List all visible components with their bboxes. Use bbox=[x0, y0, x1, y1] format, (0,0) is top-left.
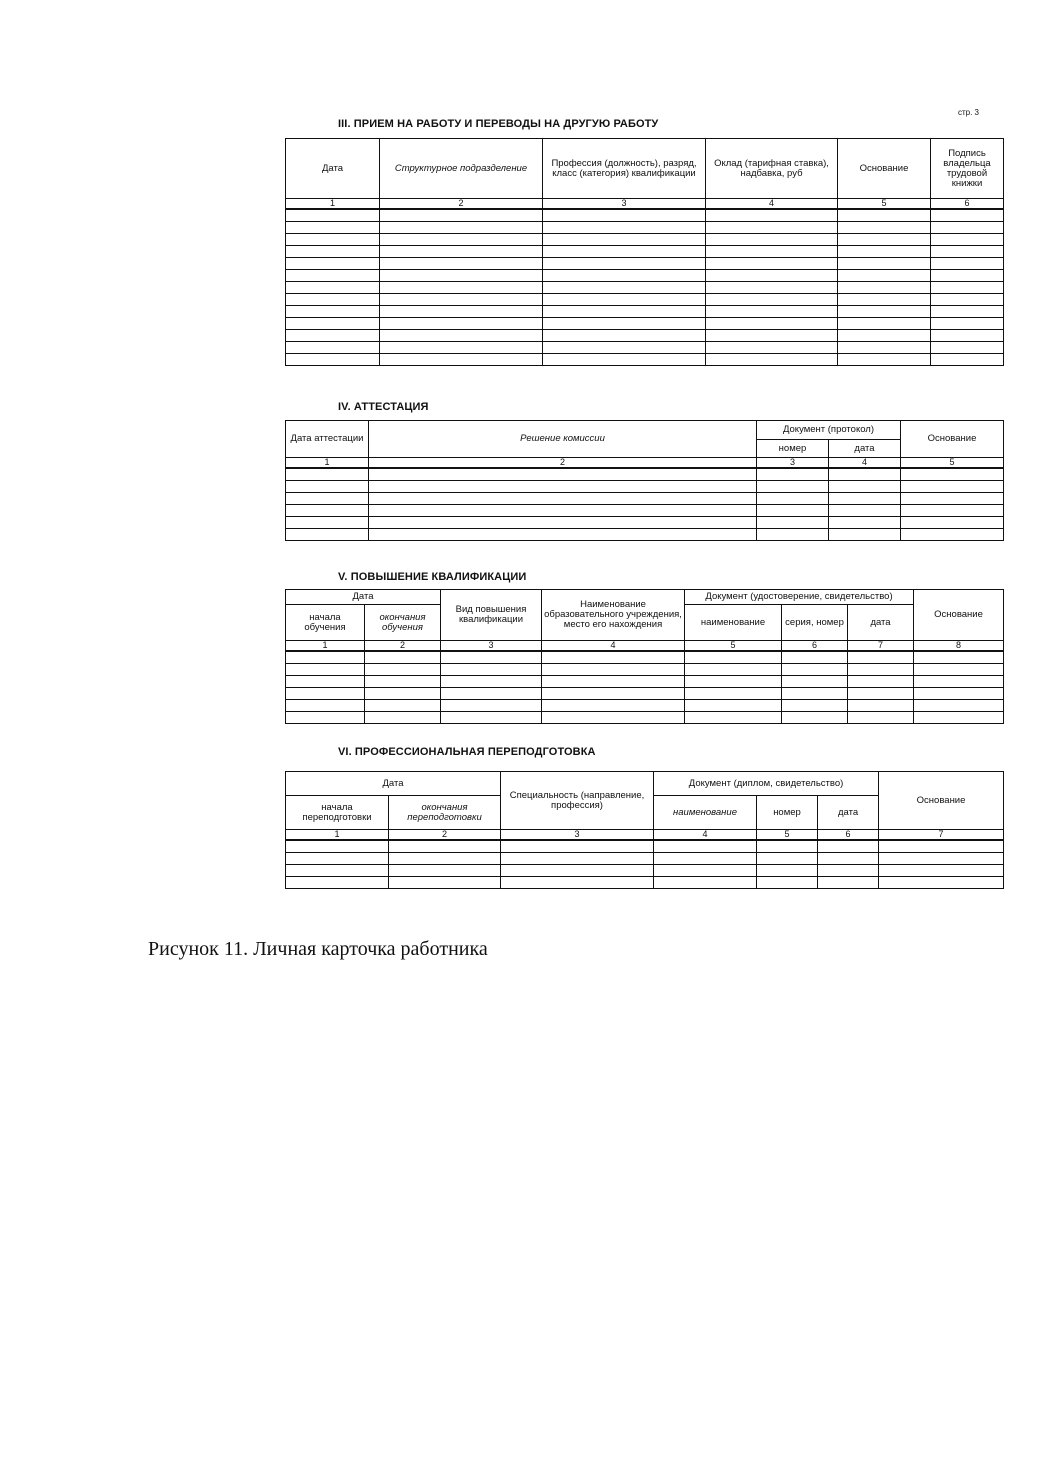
col-num: 4 bbox=[706, 199, 838, 210]
figure-caption: Рисунок 11. Личная карточка работника bbox=[148, 938, 488, 960]
column-numbers-row bbox=[286, 641, 1004, 652]
col-salary: Оклад (тарифная ставка), надбавка, руб bbox=[706, 139, 838, 199]
col-num: 8 bbox=[914, 641, 1004, 652]
section-4-title: IV. АТТЕСТАЦИЯ bbox=[338, 401, 429, 413]
page-number: стр. 3 bbox=[958, 108, 980, 117]
col-num: 6 bbox=[818, 830, 879, 841]
col-basis: Основание bbox=[879, 772, 1004, 830]
col-date: Дата bbox=[286, 139, 380, 199]
col-date-group: Дата bbox=[286, 772, 501, 796]
table-row[interactable] bbox=[286, 840, 1004, 852]
table-row[interactable] bbox=[286, 269, 1004, 281]
table-row[interactable] bbox=[286, 480, 1004, 492]
col-num: 3 bbox=[543, 199, 706, 210]
table-row[interactable] bbox=[286, 468, 1004, 480]
table-row[interactable] bbox=[286, 329, 1004, 341]
table-row[interactable] bbox=[286, 233, 1004, 245]
col-doc-date: дата bbox=[818, 796, 879, 830]
table-row[interactable] bbox=[286, 341, 1004, 353]
col-department: Структурное подразделение bbox=[380, 139, 543, 199]
col-num: 7 bbox=[848, 641, 914, 652]
col-institution: Наименование образовательного учреждения, место его нахождения bbox=[542, 590, 685, 641]
col-basis: Основание bbox=[914, 590, 1004, 641]
col-profession: Профессия (должность), разряд, класс (категория) квалификации bbox=[543, 139, 706, 199]
col-num: 5 bbox=[685, 641, 782, 652]
col-end: окончания переподготовки bbox=[389, 796, 501, 830]
col-start: начала обучения bbox=[286, 605, 365, 641]
table-row[interactable] bbox=[286, 864, 1004, 876]
table-row[interactable] bbox=[286, 699, 1004, 711]
table-qualification bbox=[285, 589, 1004, 724]
table-row[interactable] bbox=[286, 504, 1004, 516]
col-end: окончания обучения bbox=[365, 605, 441, 641]
col-num: 4 bbox=[829, 458, 901, 469]
column-numbers-row bbox=[286, 458, 1004, 469]
col-document-group: Документ (диплом, свидетельство) bbox=[654, 772, 879, 796]
table-row[interactable] bbox=[286, 516, 1004, 528]
table-row[interactable] bbox=[286, 687, 1004, 699]
table-row[interactable] bbox=[286, 353, 1004, 365]
table-row[interactable] bbox=[286, 651, 1004, 663]
table-row[interactable] bbox=[286, 209, 1004, 221]
col-num: 3 bbox=[757, 458, 829, 469]
table-row[interactable] bbox=[286, 305, 1004, 317]
col-number: номер bbox=[757, 440, 829, 458]
table-row[interactable] bbox=[286, 281, 1004, 293]
col-num: 1 bbox=[286, 830, 389, 841]
col-num: 5 bbox=[838, 199, 931, 210]
table-retraining bbox=[285, 771, 1004, 889]
col-start: начала переподготовки bbox=[286, 796, 389, 830]
col-num: 1 bbox=[286, 458, 369, 469]
table-attestation bbox=[285, 420, 1004, 541]
col-doc-series: серия, номер bbox=[782, 605, 848, 641]
col-doc-date: дата bbox=[848, 605, 914, 641]
col-attestation-date: Дата аттестации bbox=[286, 421, 369, 458]
col-training-type: Вид повышения квалификации bbox=[441, 590, 542, 641]
col-num: 3 bbox=[441, 641, 542, 652]
table-row[interactable] bbox=[286, 257, 1004, 269]
table-row[interactable] bbox=[286, 293, 1004, 305]
table-row[interactable] bbox=[286, 317, 1004, 329]
table-row[interactable] bbox=[286, 663, 1004, 675]
table-row[interactable] bbox=[286, 245, 1004, 257]
col-num: 4 bbox=[654, 830, 757, 841]
col-document-protocol: Документ (протокол) bbox=[757, 421, 901, 440]
col-num: 6 bbox=[782, 641, 848, 652]
col-num: 2 bbox=[389, 830, 501, 841]
col-num: 1 bbox=[286, 199, 380, 210]
col-doc-name: наименование bbox=[654, 796, 757, 830]
col-doc-number: номер bbox=[757, 796, 818, 830]
col-num: 2 bbox=[380, 199, 543, 210]
col-commission-decision: Решение комиссии bbox=[369, 421, 757, 458]
table-row[interactable] bbox=[286, 492, 1004, 504]
col-signature: Подпись владельца трудовой книжки bbox=[931, 139, 1004, 199]
table-row[interactable] bbox=[286, 528, 1004, 540]
column-numbers-row bbox=[286, 199, 1004, 210]
col-document-group: Документ (удостоверение, свидетельство) bbox=[685, 590, 914, 605]
table-row[interactable] bbox=[286, 711, 1004, 723]
section-3-title: III. ПРИЕМ НА РАБОТУ И ПЕРЕВОДЫ НА ДРУГУЮ РАБОТУ bbox=[338, 118, 659, 130]
col-num: 4 bbox=[542, 641, 685, 652]
col-num: 2 bbox=[365, 641, 441, 652]
table-row[interactable] bbox=[286, 221, 1004, 233]
col-doc-date: дата bbox=[829, 440, 901, 458]
col-num: 5 bbox=[757, 830, 818, 841]
col-num: 1 bbox=[286, 641, 365, 652]
section-6-title: VI. ПРОФЕССИОНАЛЬНАЯ ПЕРЕПОДГОТОВКА bbox=[338, 746, 596, 758]
col-basis: Основание bbox=[901, 421, 1004, 458]
section-5-title: V. ПОВЫШЕНИЕ КВАЛИФИКАЦИИ bbox=[338, 571, 527, 583]
col-num: 5 bbox=[901, 458, 1004, 469]
col-date-group: Дата bbox=[286, 590, 441, 605]
col-num: 7 bbox=[879, 830, 1004, 841]
col-specialty: Специальность (направление, профессия) bbox=[501, 772, 654, 830]
column-numbers-row bbox=[286, 830, 1004, 841]
table-row[interactable] bbox=[286, 675, 1004, 687]
col-num: 3 bbox=[501, 830, 654, 841]
col-num: 2 bbox=[369, 458, 757, 469]
table-hiring-transfers bbox=[285, 138, 1004, 366]
table-row[interactable] bbox=[286, 876, 1004, 888]
table-row[interactable] bbox=[286, 852, 1004, 864]
col-doc-name: наименование bbox=[685, 605, 782, 641]
col-basis: Основание bbox=[838, 139, 931, 199]
col-num: 6 bbox=[931, 199, 1004, 210]
